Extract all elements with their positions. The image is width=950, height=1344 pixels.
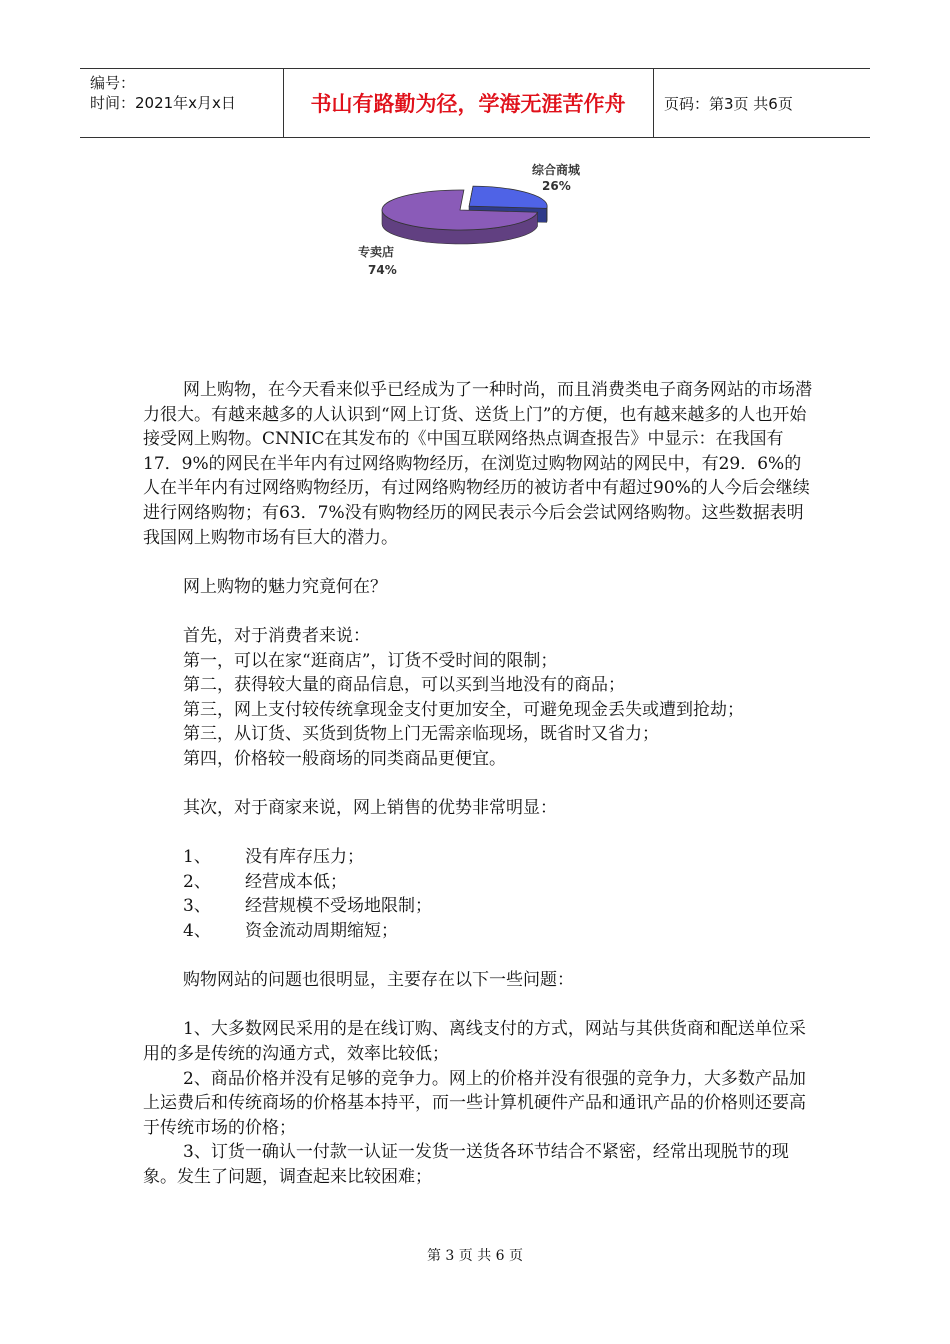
list-number: 1、 bbox=[183, 847, 211, 868]
header-divider bbox=[653, 69, 654, 137]
list-item bbox=[143, 870, 813, 895]
list-number: 2、 bbox=[183, 871, 211, 892]
list-text: 经营成本低； bbox=[245, 871, 347, 892]
paragraph-issues: 购物网站的问题也很明显，主要存在以下一些问题： bbox=[183, 970, 574, 991]
consumer-line: 第一，可以在家“逛商店”，订货不受时间的限制； bbox=[183, 650, 558, 671]
document-body bbox=[143, 378, 813, 1190]
paragraph-question: 网上购物的魅力究竟何在？ bbox=[183, 576, 387, 597]
consumer-line: 第二，获得较大量的商品信息，可以买到当地没有的商品； bbox=[183, 675, 625, 696]
list-text: 经营规模不受场地限制； bbox=[245, 896, 432, 917]
pie-label-category: 专卖店 bbox=[358, 245, 395, 259]
issue-item: 1、大多数网民采用的是在线订购、离线支付的方式，网站与其供货商和配送单位采用的多是传统的沟通方式，效率比较低； bbox=[143, 1019, 806, 1065]
date-label: 时间：2021年x月x日 bbox=[90, 94, 236, 112]
page-footer: 第 3 页 共 6 页 bbox=[426, 1248, 524, 1264]
header-meta bbox=[90, 73, 280, 113]
consumer-line: 第三，网上支付较传统拿现金支付更加安全，可避免现金丢失或遭到抢劫； bbox=[183, 699, 744, 720]
pie-slice-综合商城 bbox=[469, 186, 547, 208]
serial-label: 编号： bbox=[90, 74, 136, 92]
page-header bbox=[80, 68, 870, 138]
pie-label-category: 综合商城 bbox=[532, 163, 581, 177]
list-text: 资金流动周期缩短； bbox=[245, 921, 398, 942]
consumer-line: 第四，价格较一般商场的同类商品更便宜。 bbox=[183, 748, 506, 769]
list-number: 4、 bbox=[183, 921, 211, 942]
list-item bbox=[143, 894, 813, 919]
paragraph-merchant: 其次，对于商家来说，网上销售的优势非常明显： bbox=[183, 798, 557, 819]
header-page-label: 页码：第3页 共6页 bbox=[664, 94, 793, 113]
consumer-line: 首先，对于消费者来说： bbox=[183, 625, 370, 646]
list-number: 3、 bbox=[183, 896, 211, 917]
consumer-line: 第三，从订货、买货到货物上门无需亲临现场，既省时又省力； bbox=[183, 724, 659, 745]
list-item bbox=[143, 919, 813, 944]
pie-chart bbox=[340, 150, 630, 290]
issue-item: 2、商品价格并没有足够的竞争力。网上的价格并没有很强的竞争力，大多数产品加上运费后和传统商场的价格基本持平，而一些计算机硬件产品和通讯产品的价格则还要高于传统市场的价格； bbox=[143, 1068, 806, 1138]
header-motto: 书山有路勤为径，学海无涯苦作舟 bbox=[310, 92, 626, 116]
list-item bbox=[143, 845, 813, 870]
paragraph-intro: 网上购物，在今天看来似乎已经成为了一种时尚，而且消费类电子商务网站的市场潜力很大。有越来越多的人认识到“网上订货、送货上门”的方便，也有越来越多的人也开始接受网上购物。CNNIC在其发布的《中国互联网络热点调查报告》中显示：在我国有17．9%的网民在半年内有过网络购物经历，在浏览过购物网站的网民中，有29．6%的人在半年内有过网络购物经历，有过网络购物经历的被访者中有超过90%的人今后会继续进行网络购物；有63．7%没有购物经历的网民表示今后会尝试网络购物。这些数据表明我国网上购物市场有巨大的潜力。 bbox=[143, 380, 812, 548]
list-text: 没有库存压力； bbox=[245, 847, 364, 868]
issue-item: 3、订货一确认一付款一认证一发货一送货各环节结合不紧密，经常出现脱节的现象。发生了问题，调查起来比较困难； bbox=[143, 1142, 789, 1187]
pie-label-value: 26% bbox=[542, 179, 571, 193]
pie-label-value: 74% bbox=[368, 263, 397, 277]
